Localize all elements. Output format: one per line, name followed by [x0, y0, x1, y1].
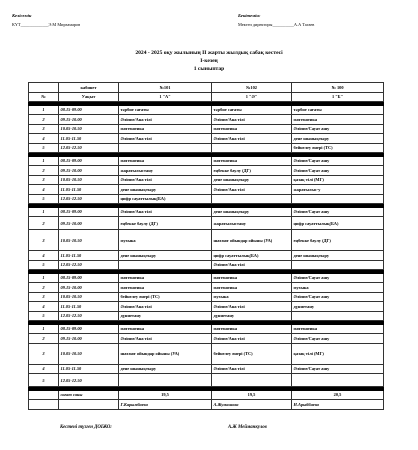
lesson-time: 08.15-09.00 — [59, 156, 119, 166]
lesson-class-1a: математика — [119, 324, 212, 334]
lesson-class-1a: Әліппе/Ана тілі — [119, 175, 212, 185]
teacher-name: Г.Карымбаева — [119, 400, 212, 410]
lesson-number: 3 — [29, 124, 59, 134]
lesson-row — [29, 105, 384, 115]
lesson-row — [29, 166, 384, 176]
lesson-class-1ae — [212, 143, 292, 153]
lesson-class-1ae — [212, 194, 292, 204]
lesson-number: 1 — [29, 324, 59, 334]
lesson-class-1a: жаратылыстану — [119, 166, 212, 176]
lesson-class-1b: бейнелеу өнері (ТС) — [292, 143, 384, 153]
lesson-time: 09.15-10.00 — [59, 217, 119, 230]
lesson-number: 2 — [29, 334, 59, 344]
lesson-class-1b: қазақ тілі (МГ) — [292, 175, 384, 185]
footer-compiler-label: Кестені түзген ДОІЖО: — [60, 425, 112, 430]
schedule-period: І-кезең — [200, 58, 218, 64]
lesson-class-1b — [292, 260, 384, 270]
lesson-class-1a: тәрбие сағаты — [119, 105, 212, 115]
lesson-class-1b: математика — [292, 324, 384, 334]
lesson-time: 09.15-10.00 — [59, 115, 119, 125]
lesson-class-1ae: Әліппе/Ана тілі — [212, 364, 292, 374]
lesson-time: 08.15-09.00 — [59, 324, 119, 334]
lesson-class-1b: Әліппе/Сауат ашу — [292, 207, 384, 217]
lesson-class-1a: математика — [119, 124, 212, 134]
lesson-row — [29, 251, 384, 261]
teachers-spacer — [29, 400, 59, 410]
lesson-class-1ae: тәрбие сағаты — [212, 105, 292, 115]
lesson-class-1b: Әліппе/Сауат ашу — [292, 273, 384, 283]
hours-row — [29, 390, 384, 400]
lesson-row — [29, 194, 384, 204]
lesson-class-1ae: Әліппе/Ана тілі — [212, 260, 292, 270]
lesson-class-1ae: Әліппе/Ана тілі — [212, 185, 292, 195]
hours-value: 20,5 — [292, 390, 384, 400]
lesson-class-1a: Әліппе/Ана тілі — [119, 115, 212, 125]
lesson-class-1b — [292, 374, 384, 387]
lesson-row — [29, 311, 384, 321]
lesson-class-1b: дүниетану — [292, 302, 384, 312]
lesson-class-1a: дене шынықтыру — [119, 185, 212, 195]
lesson-class-1a: еңбекке баулу (ДГ) — [119, 217, 212, 230]
lesson-time: 12.05-12.50 — [59, 143, 119, 153]
lesson-time: 10.05-10.50 — [59, 230, 119, 251]
lesson-class-1a: Әліппе/Ана тілі — [119, 134, 212, 144]
lesson-class-1a: дене шынықтыру — [119, 251, 212, 261]
header-time: Уақыт — [59, 92, 119, 102]
approver-name: КҮТ_____________Э.М Мирзамаров — [12, 22, 81, 27]
lesson-time: 11.05-11.50 — [59, 185, 119, 195]
lesson-row — [29, 260, 384, 270]
timetable — [28, 82, 384, 410]
lesson-number: 2 — [29, 217, 59, 230]
lesson-row — [29, 302, 384, 312]
lesson-number: 4 — [29, 251, 59, 261]
lesson-class-1b: қазақ тілі (МГ) — [292, 343, 384, 364]
hours-value: 19,5 — [212, 390, 292, 400]
lesson-number: 1 — [29, 156, 59, 166]
lesson-class-1ae: дене шынықтыру — [212, 175, 292, 185]
footer-compiler-name: А.Ж Мейманкулов — [228, 425, 267, 430]
lesson-number: 3 — [29, 175, 59, 185]
lesson-number: 1 — [29, 273, 59, 283]
lesson-class-1b: музыка — [292, 283, 384, 293]
lesson-row — [29, 185, 384, 195]
lesson-number: 3 — [29, 230, 59, 251]
lesson-class-1ae: Әліппе/Ана тілі — [212, 115, 292, 125]
schedule-grade: 1 сыныптар — [193, 66, 225, 72]
lesson-row — [29, 283, 384, 293]
lesson-class-1a: математика — [119, 283, 212, 293]
lesson-class-1ae: шахмат ойындар ойыны (УА) — [212, 230, 292, 251]
lesson-class-1ae: цифр сауаттылық(БА) — [212, 251, 292, 261]
header-row-classes — [29, 92, 384, 102]
lesson-class-1ae: математика — [212, 273, 292, 283]
header-cabinet: кабинет — [59, 83, 119, 93]
lesson-number: 2 — [29, 283, 59, 293]
lesson-number: 4 — [29, 364, 59, 374]
teachers-row — [29, 400, 384, 410]
teacher-name: Н.Арыббаева — [292, 400, 384, 410]
director-role: Бекітемін: — [238, 13, 261, 18]
lesson-time: 10.05-10.50 — [59, 175, 119, 185]
lesson-time: 08.15-09.00 — [59, 207, 119, 217]
lesson-row — [29, 230, 384, 251]
lesson-row — [29, 124, 384, 134]
lesson-class-1b: дене шынықтыру — [292, 251, 384, 261]
lesson-class-1b: Әліппе/Сауат ашу — [292, 292, 384, 302]
lesson-time: 12.05-12.50 — [59, 311, 119, 321]
lesson-time: 12.05-12.50 — [59, 374, 119, 387]
lesson-row — [29, 374, 384, 387]
lesson-class-1b: Әліппе/Сауат ашу — [292, 334, 384, 344]
lesson-number: 4 — [29, 134, 59, 144]
lesson-class-1a: дене шынықтыру — [119, 364, 212, 374]
lesson-number: 4 — [29, 185, 59, 195]
lesson-class-1b — [292, 194, 384, 204]
lesson-class-1a — [119, 143, 212, 153]
lesson-class-1ae: жаратылыстану — [212, 217, 292, 230]
lesson-row — [29, 292, 384, 302]
lesson-time: 09.15-10.00 — [59, 283, 119, 293]
lesson-class-1a: Әліппе/Ана тілі — [119, 302, 212, 312]
lesson-class-1ae: математика — [212, 124, 292, 134]
lesson-row — [29, 175, 384, 185]
lesson-class-1b: Әліппе/Сауат ашу — [292, 166, 384, 176]
director-name: Мектеп директоры__________А.А Тагаев — [238, 22, 315, 27]
header-room-100: № 100 — [292, 83, 384, 93]
lesson-number: 3 — [29, 343, 59, 364]
lesson-time: 11.05-11.50 — [59, 134, 119, 144]
lesson-class-1a: математика — [119, 156, 212, 166]
lesson-class-1ae: математика — [212, 156, 292, 166]
header-class-1ae: 1 "Ә" — [212, 92, 292, 102]
lesson-class-1ae: Әліппе/Ана тілі — [212, 134, 292, 144]
header-class-1b: 1 "Б" — [292, 92, 384, 102]
lesson-class-1b: цифр сауаттылық(БА) — [292, 217, 384, 230]
lesson-number: 4 — [29, 302, 59, 312]
lesson-time: 11.05-11.50 — [59, 302, 119, 312]
lesson-class-1b: еңбекке баулу (ДГ) — [292, 230, 384, 251]
lesson-row — [29, 364, 384, 374]
lesson-number: 5 — [29, 311, 59, 321]
lesson-class-1b: Әліппе/Сауат ашу — [292, 364, 384, 374]
lesson-class-1a: цифр сауаттылық(БА) — [119, 194, 212, 204]
header-row-rooms — [29, 83, 384, 93]
lesson-time: 12.05-12.50 — [59, 260, 119, 270]
header-number: № — [29, 92, 59, 102]
lesson-class-1b: математика — [292, 115, 384, 125]
lesson-time: 09.15-10.00 — [59, 166, 119, 176]
lesson-class-1b: дене шынықтыру — [292, 134, 384, 144]
lesson-number: 5 — [29, 143, 59, 153]
lesson-class-1a — [119, 260, 212, 270]
schedule-title: 2024 - 2025 оқу жылының ІІ жарты жылдық сабақ кестесі — [135, 50, 283, 56]
approver-role: Келісемін — [12, 13, 32, 18]
lesson-time: 11.05-11.50 — [59, 251, 119, 261]
lesson-row — [29, 115, 384, 125]
header-room-101: №101 — [119, 83, 212, 93]
lesson-time: 08.15-09.00 — [59, 273, 119, 283]
hours-spacer — [29, 390, 59, 400]
lesson-number: 1 — [29, 105, 59, 115]
lesson-row — [29, 207, 384, 217]
lesson-class-1a: музыка — [119, 230, 212, 251]
lesson-class-1a: математика — [119, 273, 212, 283]
lesson-class-1a: Әліппе/Ана тілі — [119, 334, 212, 344]
lesson-class-1ae: дүниетану — [212, 311, 292, 321]
lesson-class-1a: бейнелеу өнері (ТС) — [119, 292, 212, 302]
hours-label: сағат саны — [59, 390, 119, 400]
lesson-class-1ae: математика — [212, 283, 292, 293]
lesson-class-1a: дүниетану — [119, 311, 212, 321]
lesson-class-1b — [292, 311, 384, 321]
lesson-row — [29, 217, 384, 230]
lesson-row — [29, 343, 384, 364]
lesson-time: 10.05-10.50 — [59, 124, 119, 134]
lesson-row — [29, 273, 384, 283]
lesson-class-1ae: бейнелеу өнері (ТС) — [212, 343, 292, 364]
lesson-class-1a: шахмат ойындар ойыны (УА) — [119, 343, 212, 364]
lesson-number: 3 — [29, 292, 59, 302]
lesson-time: 10.05-10.50 — [59, 343, 119, 364]
lesson-time: 11.05-11.50 — [59, 364, 119, 374]
lesson-class-1ae: музыка — [212, 292, 292, 302]
lesson-class-1ae: Әліппе/Ана тілі — [212, 302, 292, 312]
lesson-time: 08.15-09.00 — [59, 105, 119, 115]
lesson-class-1b: Әліппе/Сауат ашу — [292, 124, 384, 134]
lesson-class-1a — [119, 374, 212, 387]
lesson-class-1b: тәрбие сағаты — [292, 105, 384, 115]
lesson-row — [29, 143, 384, 153]
lesson-class-1a: Әліппе/Ана тілі — [119, 207, 212, 217]
lesson-number: 2 — [29, 166, 59, 176]
lesson-class-1ae: еңбекке баулу (ДГ) — [212, 166, 292, 176]
lesson-number: 5 — [29, 374, 59, 387]
teachers-spacer — [59, 400, 119, 410]
lesson-row — [29, 324, 384, 334]
lesson-time: 10.05-10.50 — [59, 292, 119, 302]
header-room-102: №102 — [212, 83, 292, 93]
lesson-class-1b: Әліппе/Сауат ашу — [292, 156, 384, 166]
lesson-row — [29, 134, 384, 144]
lesson-class-1ae — [212, 374, 292, 387]
lesson-number: 5 — [29, 260, 59, 270]
lesson-time: 12.05-12.50 — [59, 194, 119, 204]
lesson-class-1ae: Әліппе/Ана тілі — [212, 334, 292, 344]
header-class-1a: 1 "А" — [119, 92, 212, 102]
lesson-class-1b: жаратылыс-у — [292, 185, 384, 195]
lesson-row — [29, 334, 384, 344]
lesson-number: 2 — [29, 115, 59, 125]
lesson-class-1ae: дене шынықтыру — [212, 207, 292, 217]
teacher-name: А.Жумашова — [212, 400, 292, 410]
hours-value: 19,5 — [119, 390, 212, 400]
lesson-time: 09.15-10.00 — [59, 334, 119, 344]
lesson-number: 1 — [29, 207, 59, 217]
lesson-row — [29, 156, 384, 166]
lesson-number: 5 — [29, 194, 59, 204]
lesson-class-1ae: математика — [212, 324, 292, 334]
